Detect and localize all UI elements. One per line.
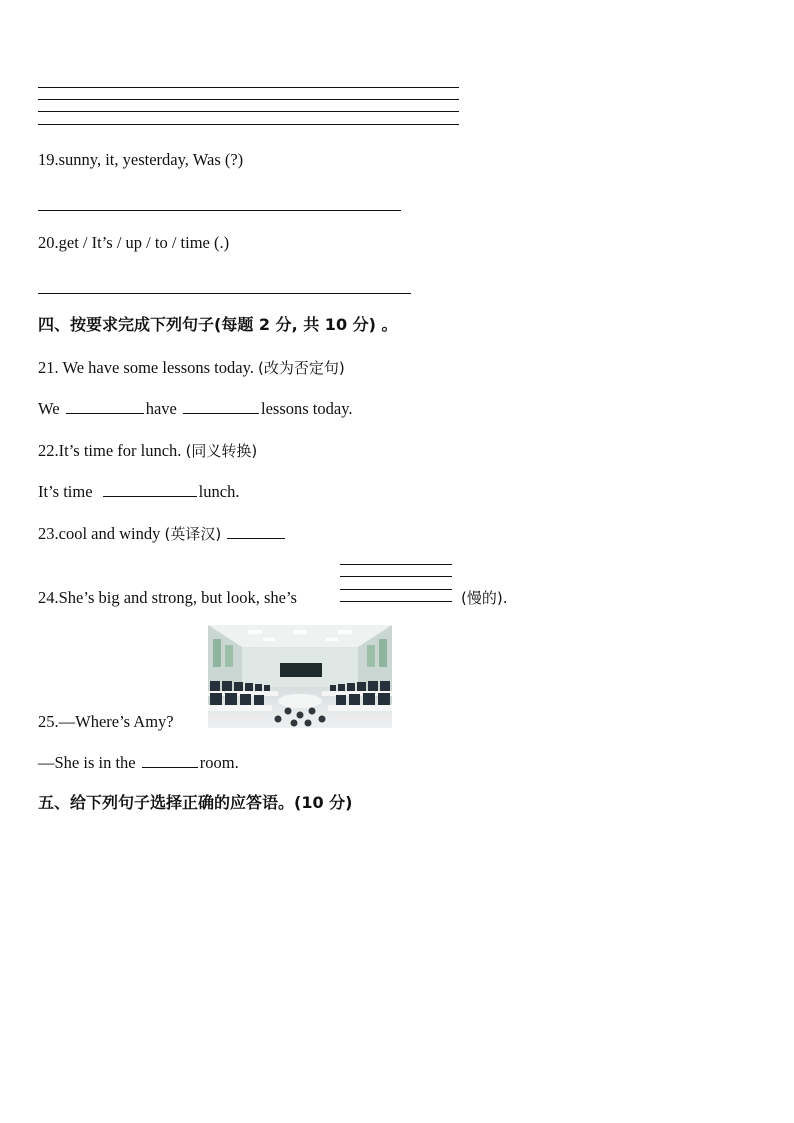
question-21-prompt: 21. We have some lessons today.: [38, 358, 254, 377]
answer-line: [340, 589, 452, 590]
question-22-instruction: (同义转换): [185, 442, 258, 460]
question-19: 19.sunny, it, yesterday, Was (?): [38, 150, 244, 169]
question-23-prompt: 23.cool and windy: [38, 524, 161, 543]
answer-line: [38, 99, 459, 100]
blank-21-2[interactable]: [183, 399, 259, 414]
question-25: 25.—Where’s Amy?: [38, 712, 174, 731]
answer-21: We have lessons today.: [38, 399, 353, 418]
question-20: 20.get / It’s / up / to / time (.): [38, 233, 230, 252]
question-22-prompt: 22.It’s time for lunch.: [38, 441, 182, 460]
computer-room-image: [208, 625, 392, 728]
question-21-instruction: (改为否定句): [258, 359, 345, 377]
answer-22: It’s time lunch.: [38, 482, 240, 501]
blank-25[interactable]: [142, 753, 198, 768]
answer-line: [38, 87, 459, 88]
answer-line: [340, 576, 452, 577]
question-24-hint: (慢的).: [461, 589, 508, 607]
answer-line-20[interactable]: [38, 293, 411, 294]
question-24-prompt: 24.She’s big and strong, but look, she’s: [38, 588, 297, 607]
section-5-heading: 五、给下列句子选择正确的应答语。(10 分): [38, 793, 353, 812]
answer-line-19[interactable]: [38, 210, 401, 211]
question-22: [38, 441, 257, 461]
blank-23[interactable]: [227, 524, 285, 539]
answer-line: [38, 111, 459, 112]
answer-25: —She is in the room.: [38, 753, 239, 772]
blank-21-1[interactable]: [66, 399, 144, 414]
answer-line: [38, 124, 459, 125]
answer-line: [340, 564, 452, 565]
question-21: [38, 358, 345, 378]
blank-24[interactable]: [340, 601, 452, 602]
question-23: [38, 524, 287, 544]
question-23-instruction: (英译汉): [164, 525, 222, 543]
blank-22[interactable]: [103, 482, 197, 497]
section-4-heading: 四、按要求完成下列句子(每题 2 分, 共 10 分) 。: [38, 315, 398, 334]
